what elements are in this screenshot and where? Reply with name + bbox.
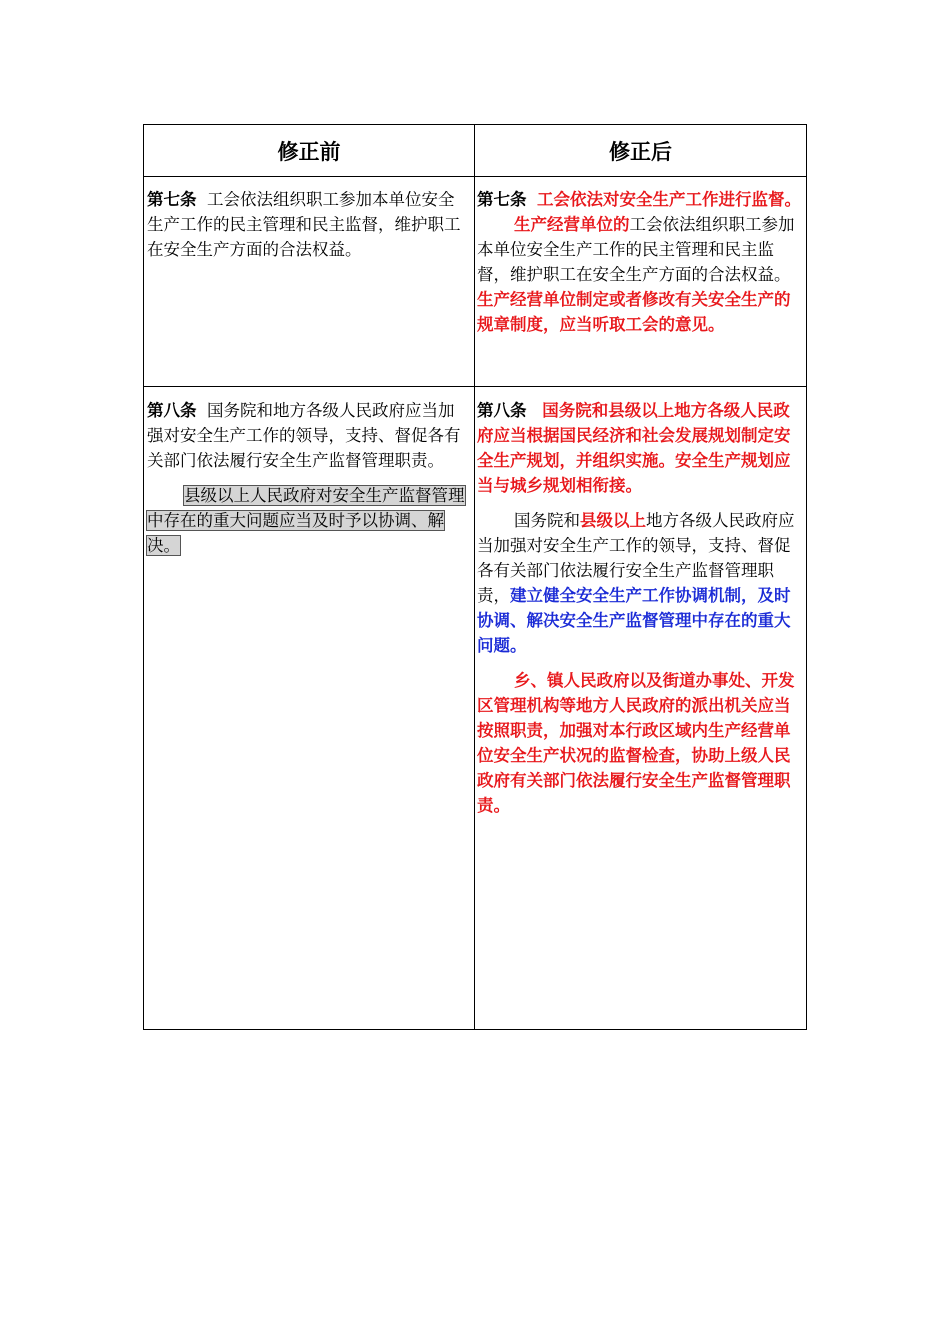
art8-after-p2-blue: 建立健全安全生产工作协调机制，及时协调、解决安全生产监督管理中存在的重大问题。 [477,586,791,655]
art8-before-cell [147,398,469,558]
art7-after-num: 第七条 [477,190,527,209]
art7-after-p2-text: 工会依法组织职工参加本单位安全生产工作的民主管理和民主监督，维护职工在安全生产方面的合法权益。 [477,215,795,284]
art7-after-p2-red2: 生产经营单位制定或者修改有关安全生产的规章制度，应当听取工会的意见。 [477,290,791,334]
art8-after-cell [477,398,803,818]
art7-before-num: 第七条 [147,190,197,209]
art8-after-p2-a: 国务院和 [514,511,580,530]
art7-before-cell [147,187,469,262]
header-divider [144,176,806,177]
art8-after-p2-red: 县级以上 [580,511,646,530]
comparison-table [143,124,807,1030]
art7-after-p1: 工会依法对安全生产工作进行监督。 [537,190,801,209]
art8-after-p2-b: 地方各级人民政府应当加强对安全生产工作的领导，支持、督促各有关部门依法履行安全生产监督管理职责， [477,511,795,605]
art8-after-p1: 国务院和县级以上地方各级人民政府应当根据国民经济和社会发展规划制定安全生产规划，并组织实施。安全生产规划应当与城乡规划相衔接。 [477,401,791,495]
art8-after-p3: 乡、镇人民政府以及街道办事处、开发区管理机构等地方人民政府的派出机关应当按照职责，加强对本行政区域内生产经营单位安全生产状况的监督检查，协助上级人民政府有关部门依法履行安全生产监督管理职责。 [477,671,795,815]
art7-before-text: 工会依法组织职工参加本单位安全生产工作的民主管理和民主监督，维护职工在安全生产方面的合法权益。 [147,190,461,259]
header-before: 修正前 [277,139,341,164]
row-divider [144,386,806,387]
art8-before-num: 第八条 [147,401,197,420]
art8-before-p1: 国务院和地方各级人民政府应当加强对安全生产工作的领导，支持、督促各有关部门依法履行安全生产监督管理职责。 [147,401,461,470]
art7-after-p2-red1: 生产经营单位的 [514,215,630,234]
art8-before-highlight: 县级以上人民政府对安全生产监督管理中存在的重大问题应当及时予以协调、解决。 [147,486,465,555]
art7-after-cell [477,187,803,337]
header-after: 修正后 [609,139,672,164]
column-divider [474,125,475,1029]
art8-after-num: 第八条 [477,401,527,420]
